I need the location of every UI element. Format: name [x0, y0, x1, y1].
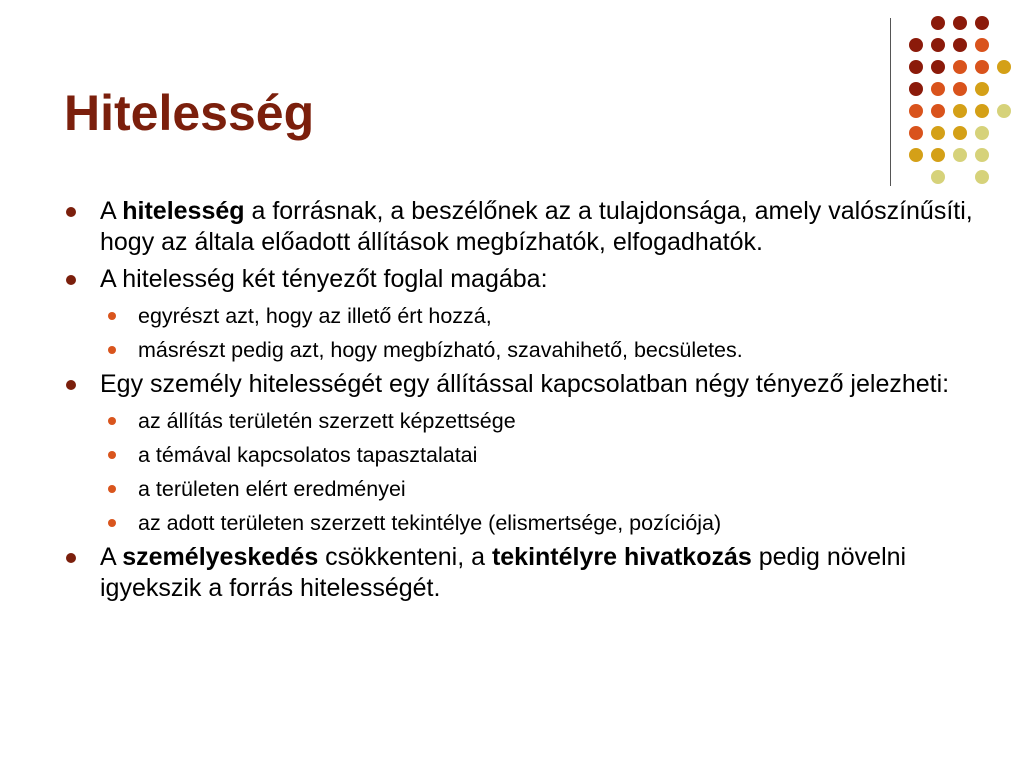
sub-bullet-text: a területen elért eredményei	[138, 477, 406, 501]
bullet-text: A	[100, 197, 123, 225]
bullet-dot-icon	[66, 207, 76, 217]
decorative-dot	[931, 126, 945, 140]
decorative-dot	[931, 170, 945, 184]
bullet-list	[66, 196, 996, 604]
sub-bullet-item	[66, 440, 996, 470]
bullet-item-4	[66, 542, 996, 604]
bullet-item-1	[66, 196, 996, 258]
decorative-dot	[909, 148, 923, 162]
decorative-dot	[953, 16, 967, 30]
decorative-dot	[953, 38, 967, 52]
sub-bullet-item	[66, 406, 996, 436]
decorative-dot	[953, 82, 967, 96]
slide-content	[66, 196, 996, 610]
sub-bullet-dot-icon	[108, 451, 116, 459]
decorative-dot	[909, 104, 923, 118]
decorative-dot	[931, 16, 945, 30]
decorative-dot	[909, 82, 923, 96]
decorative-dot	[931, 82, 945, 96]
sub-bullet-text: a témával kapcsolatos tapasztalatai	[138, 443, 478, 467]
bullet-dot-icon	[66, 553, 76, 563]
decorative-dot	[997, 60, 1011, 74]
decorative-dot	[975, 104, 989, 118]
decorative-dot	[953, 104, 967, 118]
bullet-item-2	[66, 264, 996, 295]
decorative-dot	[975, 60, 989, 74]
decorative-dot	[953, 126, 967, 140]
sub-bullet-text: egyrészt azt, hogy az illető ért hozzá,	[138, 304, 492, 328]
sub-list-wrapper	[66, 301, 996, 365]
sub-bullet-text: az állítás területén szerzett képzettsége	[138, 409, 516, 433]
decorative-dot	[997, 104, 1011, 118]
decorative-dot	[909, 126, 923, 140]
bullet-text: A hitelesség két tényezőt foglal magába:	[100, 265, 548, 293]
sub-bullet-list	[66, 406, 996, 538]
decorative-dot	[975, 16, 989, 30]
sub-bullet-item	[66, 301, 996, 331]
decorative-dot	[931, 148, 945, 162]
bullet-text: a forrásnak, a beszélőnek az a tulajdonsága, amely valószínűsíti, hogy az általa előadott állítások megbízhatók, elfogadhatók.	[100, 197, 973, 256]
sub-bullet-text: az adott területen szerzett tekintélye (elismertsége, pozíciója)	[138, 511, 722, 535]
sub-bullet-item	[66, 474, 996, 504]
sub-bullet-item	[66, 335, 996, 365]
sub-bullet-item	[66, 508, 996, 538]
bullet-text: csökkenteni, a	[318, 543, 492, 571]
decorative-dot	[909, 38, 923, 52]
bullet-dot-icon	[66, 275, 76, 285]
decorative-dot	[975, 82, 989, 96]
sub-bullet-dot-icon	[108, 312, 116, 320]
decorative-dot	[931, 60, 945, 74]
slide-title: Hitelesség	[64, 85, 315, 141]
sub-bullet-dot-icon	[108, 519, 116, 527]
bullet-text: A	[100, 543, 123, 571]
sub-bullet-dot-icon	[108, 417, 116, 425]
sub-list-wrapper	[66, 406, 996, 538]
decorative-dot	[953, 148, 967, 162]
sub-bullet-text: másrészt pedig azt, hogy megbízható, szavahihető, becsületes.	[138, 338, 743, 362]
decorative-dot	[931, 38, 945, 52]
bullet-text: pedig növelni igyekszik a forrás hitelességét.	[100, 543, 907, 602]
sub-bullet-dot-icon	[108, 485, 116, 493]
bullet-bold-term: tekintélyre hivatkozás	[491, 543, 752, 571]
bullet-bold-term: személyeskedés	[122, 543, 319, 571]
decorative-dot	[975, 38, 989, 52]
decorative-dot	[975, 170, 989, 184]
bullet-text: Egy személy hitelességét egy állítással kapcsolatban négy tényező jelezheti:	[100, 370, 950, 398]
decorative-dot	[931, 104, 945, 118]
bullet-item-3	[66, 369, 996, 400]
bullet-dot-icon	[66, 380, 76, 390]
decorative-dot	[909, 60, 923, 74]
bullet-bold-term: hitelesség	[122, 197, 245, 225]
decorative-dot	[953, 60, 967, 74]
sub-bullet-list	[66, 301, 996, 365]
decorative-dot	[975, 148, 989, 162]
divider-line	[890, 18, 891, 186]
sub-bullet-dot-icon	[108, 346, 116, 354]
decorative-dot	[975, 126, 989, 140]
